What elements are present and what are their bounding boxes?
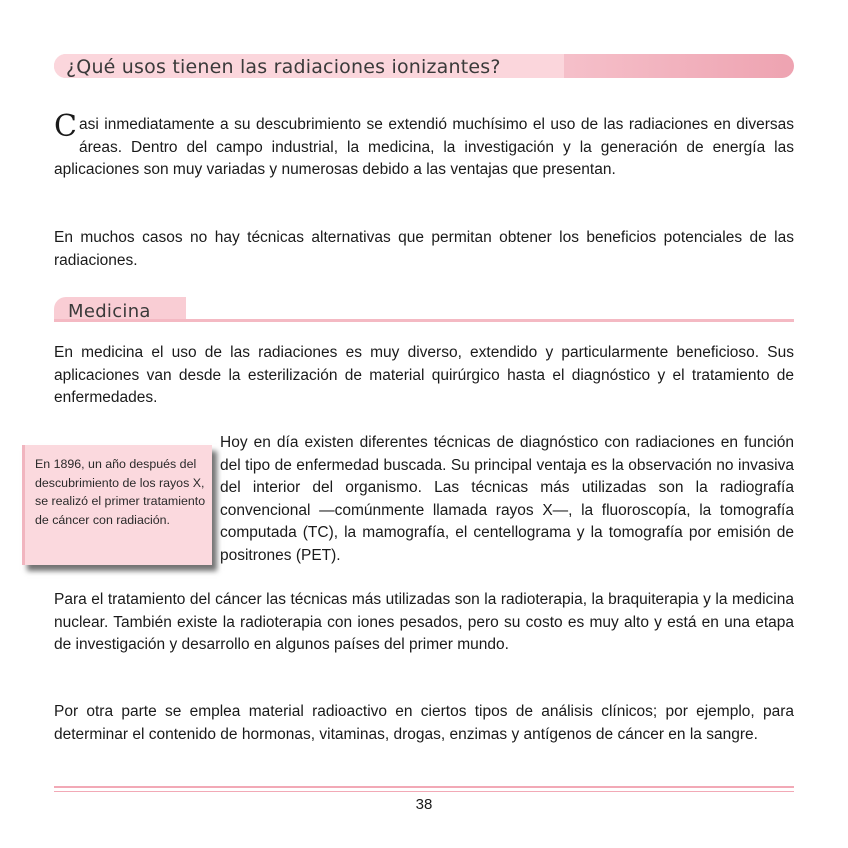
intro-paragraph-1-text: asi inmediatamente a su descubrimiento se extendió muchísimo el uso de las radiaciones en diversas áreas. Dentro del campo industrial, la medicina, la investigación y la generación de energía las aplicaciones son muy variadas y numerosas debido a las ventajas que presentan. [54, 116, 794, 178]
intro-paragraph-2: En muchos casos no hay técnicas alternativas que permitan obtener los beneficios potenciales de las radiaciones. [54, 229, 794, 269]
medicine-paragraph-1: En medicina el uso de las radiaciones es muy diverso, extendido y particularmente beneficioso. Sus aplicaciones van desde la esterilización de material quirúrgico hasta el diagnóstico y el tratamiento de enfermedades. [54, 344, 794, 406]
footer-rule-top [54, 786, 794, 788]
footer-rule-bottom [54, 791, 794, 792]
section-heading: Medicina [68, 301, 151, 322]
drop-cap: C [54, 109, 77, 144]
intro-paragraph-1 [54, 109, 794, 182]
medicine-paragraph-4: Por otra parte se emplea material radioactivo en ciertos tipos de análisis clínicos; por ejemplo, para determinar el contenido de hormonas, vitaminas, drogas, enzimas y antígenos de cáncer en la sangre. [54, 703, 794, 743]
medicine-paragraph-2: Hoy en día existen diferentes técnicas de diagnóstico con radiaciones en función del tipo de enfermedad buscada. Su principal ventaja es la observación no invasiva del interior del organismo. Las técnicas más utilizadas son la radiografía convencional —comúnmente llamada rayos X—, la fluoroscopía, la tomografía computada (TC), la mamografía, el centellograma y la tomografía por emisión de positrones (PET). [220, 434, 794, 564]
medicine-paragraph-3: Para el tratamiento del cáncer las técnicas más utilizadas son la radioterapia, la braquiterapia y la medicina nuclear. También existe la radioterapia con iones pesados, pero su costo es muy alto y está en una etapa de investigación y desarrollo en algunos países del primer mundo. [54, 591, 794, 653]
sidebar-note-text: En 1896, un año después del descubrimiento de los rayos X, se realizó el primer tratamiento de cáncer con radiación. [35, 457, 206, 527]
page-number: 38 [415, 796, 433, 813]
sidebar-note [22, 445, 212, 565]
section-heading-rule [54, 319, 794, 322]
page-title: ¿Qué usos tienen las radiaciones ionizantes? [66, 56, 501, 78]
